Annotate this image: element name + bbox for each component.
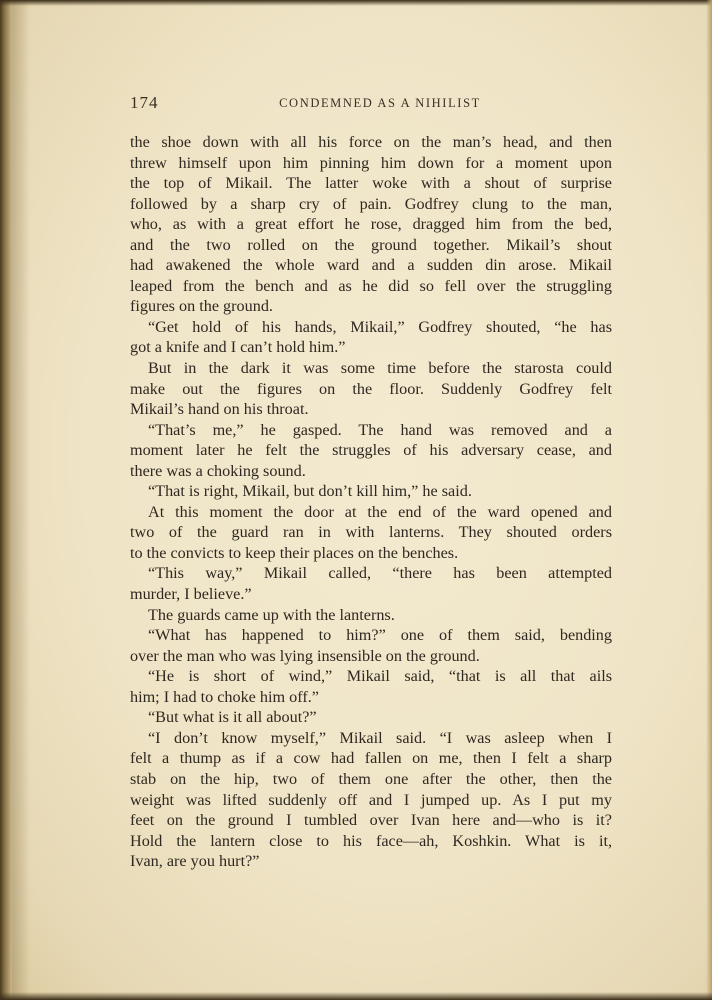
text-line: “Get hold of his hands, Mikail,” Godfrey shouted, “he has — [148, 317, 612, 336]
text-line: and the two rolled on the ground together. Mikail’s shout — [130, 235, 612, 254]
text-line: But in the dark it was some time before the starosta could — [148, 359, 612, 378]
text-line: threw himself upon him pinning him down for a moment upon — [130, 153, 612, 172]
body-text — [130, 132, 612, 872]
text-line: Hold the lantern close to his face—ah, Koshkin. What is it, — [130, 831, 612, 850]
text-line: make out the figures on the floor. Suddenly Godfrey felt — [130, 379, 612, 398]
text-line: “That is right, Mikail, but don’t kill him,” he said. — [148, 482, 472, 501]
page-number: 174 — [130, 93, 159, 112]
text-line: who, as with a great effort he rose, dragged him from the bed, — [130, 215, 612, 234]
text-line: feet on the ground I tumbled over Ivan here and—who is it? — [130, 811, 612, 830]
text-line: there was a choking sound. — [130, 461, 306, 480]
text-line: Ivan, are you hurt?” — [130, 852, 260, 871]
text-line: “He is short of wind,” Mikail said, “that is all that ails — [148, 667, 612, 686]
text-line: Mikail’s hand on his throat. — [130, 400, 309, 419]
page-top-edge — [0, 0, 712, 6]
text-line: got a knife and I can’t hold him.” — [130, 338, 346, 357]
page-header — [130, 93, 610, 115]
text-line: moment later he felt the struggles of his adversary cease, and — [130, 441, 612, 460]
text-line: “I don’t know myself,” Mikail said. “I was asleep when I — [148, 728, 612, 747]
text-line: over the man who was lying insensible on the ground. — [130, 646, 480, 665]
text-line: had awakened the whole ward and a sudden din arose. Mikail — [130, 256, 612, 275]
text-line: the top of Mikail. The latter woke with a shout of surprise — [130, 174, 612, 193]
text-line: “This way,” Mikail called, “there has been attempted — [148, 564, 612, 583]
running-head: CONDEMNED AS A NIHILIST — [279, 96, 481, 110]
text-line: stab on the hip, two of them one after the other, then the — [130, 769, 612, 788]
book-binding — [0, 0, 12, 1000]
text-line: felt a thump as if a cow had fallen on me, then I felt a sharp — [130, 749, 612, 768]
text-line: murder, I believe.” — [130, 585, 252, 604]
text-line: The guards came up with the lanterns. — [148, 605, 395, 624]
text-line: the shoe down with all his force on the man’s head, and then — [130, 133, 612, 151]
text-line: At this moment the door at the end of the ward opened and — [148, 502, 612, 521]
text-line: to the convicts to keep their places on the benches. — [130, 543, 459, 562]
text-line: leaped from the bench and as he did so fell over the struggling — [130, 276, 612, 295]
text-line: figures on the ground. — [130, 297, 273, 316]
page-bottom-edge — [0, 992, 712, 1000]
text-line: “What has happened to him?” one of them said, bending — [148, 626, 612, 645]
text-line: followed by a sharp cry of pain. Godfrey clung to the man, — [130, 194, 612, 213]
text-line: two of the guard ran in with lanterns. They shouted orders — [130, 523, 612, 542]
text-line: “But what is it all about?” — [148, 708, 317, 727]
text-line: “That’s me,” he gasped. The hand was removed and a — [148, 420, 612, 439]
text-line: him; I had to choke him off.” — [130, 687, 319, 706]
page-right-edge — [706, 0, 712, 1000]
text-line: weight was lifted suddenly off and I jumped up. As I put my — [130, 790, 612, 809]
gutter-shadow — [12, 0, 30, 1000]
